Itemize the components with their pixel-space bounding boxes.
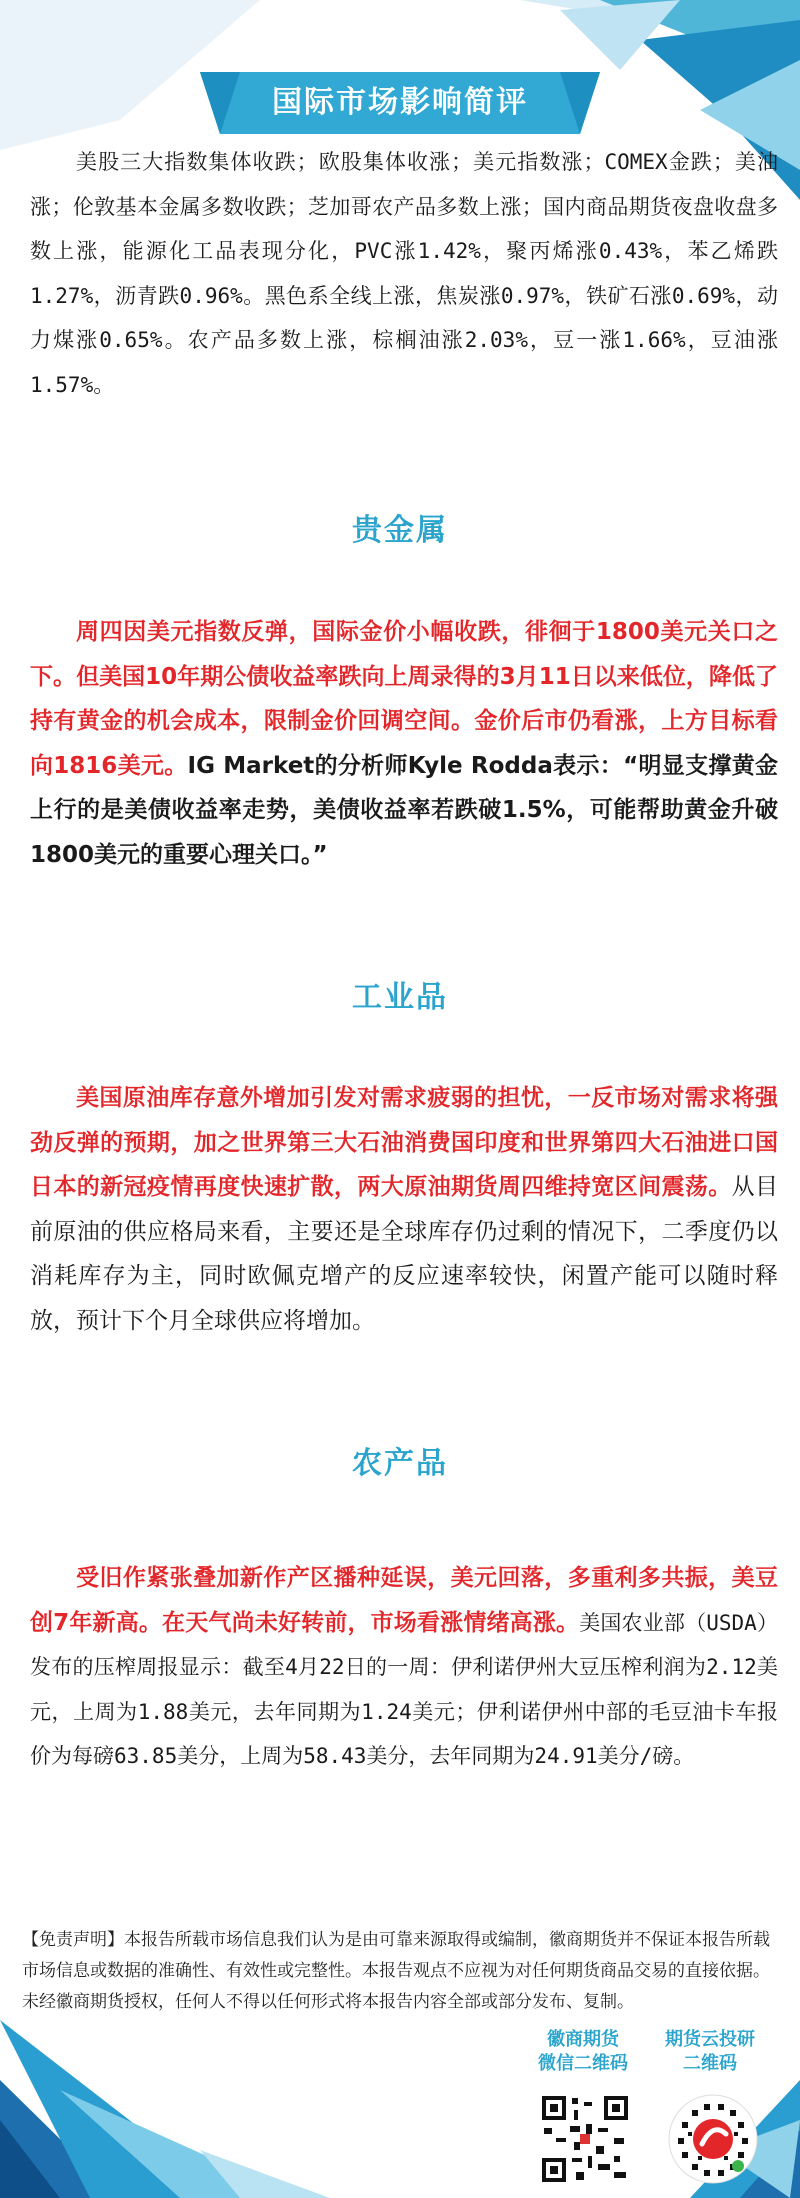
section-body-precious-metals: [30, 610, 778, 877]
market-summary-text: 美股三大指数集体收跌；欧股集体收涨；美元指数涨；COMEX金跌；美油涨；伦敦基本金属多数收跌；芝加哥农产品多数上涨；国内商品期货夜盘收盘多数上涨，能源化工品表现分化，PVC涨1.42%，聚丙烯涨0.43%，苯乙烯跌1.27%，沥青跌0.96%。黑色系全线上涨，焦炭涨0.97%，铁矿石涨0.69%，动力煤涨0.65%。农产品多数上涨，棕榈油涨2.03%，豆一涨1.66%，豆油涨1.57%。: [30, 150, 778, 397]
section-title-industrial: 工业品: [352, 980, 448, 1015]
disclaimer: 【免责声明】本报告所载市场信息我们认为是由可靠来源取得或编制，徽商期货并不保证本报告所载市场信息或数据的准确性、有效性或完整性。本报告观点不应视为对任何期货商品交易的直接依据。未经徽商期货授权，任何人不得以任何形式将本报告内容全部或部分发布、复制。: [22, 1930, 770, 2012]
precious-metals-highlight: 周四因美元指数反弹，国际金价小幅收跌，徘徊于1800美元关口之下。但美国10年期公债收益率跌向上周录得的3月11日以来低位，降低了持有黄金的机会成本，限制金价回调空间。金价后市仍看涨，上方目标看向1816美元。: [30, 619, 778, 779]
agriculture-text: 美国农业部（USDA）发布的压榨周报显示：截至4月22日的一周：伊利诺伊州大豆压榨利润为2.12美元，上周为1.88美元，去年同期为1.24美元；伊利诺伊州中部的毛豆油卡车报价为每磅63.85美分，上周为58.43美分，去年同期为24.91美分/磅。: [30, 1610, 778, 1768]
cloud-research-qr-code[interactable]: [668, 2094, 758, 2184]
section-title-agriculture: 农产品: [352, 1446, 448, 1481]
qr-label-cloud-line2: 二维码: [683, 2053, 737, 2074]
title-banner: [200, 72, 600, 134]
industrial-highlight: 美国原油库存意外增加引发对需求疲弱的担忧，一反市场对需求将强劲反弹的预期，加之世界第三大石油消费国印度和世界第四大石油进口国日本的新冠疫情再度快速扩散，两大原油期货周四维持宽区间震荡。: [30, 1085, 778, 1200]
agriculture-highlight: 受旧作紧张叠加新作产区播种延误，美元回落，多重利多共振，美豆创7年新高。在天气尚未好转前，市场看涨情绪高涨。: [30, 1565, 778, 1636]
wechat-qr-code[interactable]: [540, 2094, 630, 2184]
section-body-industrial: [30, 1076, 778, 1343]
banner-title: 国际市场影响简评: [272, 85, 528, 120]
qr-label-wechat-line2: 微信二维码: [538, 2053, 628, 2074]
market-summary: [30, 140, 778, 407]
precious-metals-text: IG Market的分析师Kyle Rodda表示：“明显支撑黄金上行的是美债收益率走势，美债收益率若跌破1.5%，可能帮助黄金升破1800美元的重要心理关口。”: [30, 752, 778, 868]
section-title-precious-metals: 贵金属: [352, 513, 448, 548]
qr-label-cloud-research: [635, 2028, 785, 2076]
section-body-agriculture: [30, 1556, 778, 1779]
qr-label-cloud-line1: 期货云投研: [665, 2029, 755, 2050]
qr-label-wechat-line1: 徽商期货: [547, 2029, 619, 2050]
industrial-text: 从目前原油的供应格局来看，主要还是全球库存仍过剩的情况下，二季度仍以消耗库存为主，同时欧佩克增产的反应速率较快，闲置产能可以随时释放，预计下个月全球供应将增加。: [30, 1174, 779, 1334]
